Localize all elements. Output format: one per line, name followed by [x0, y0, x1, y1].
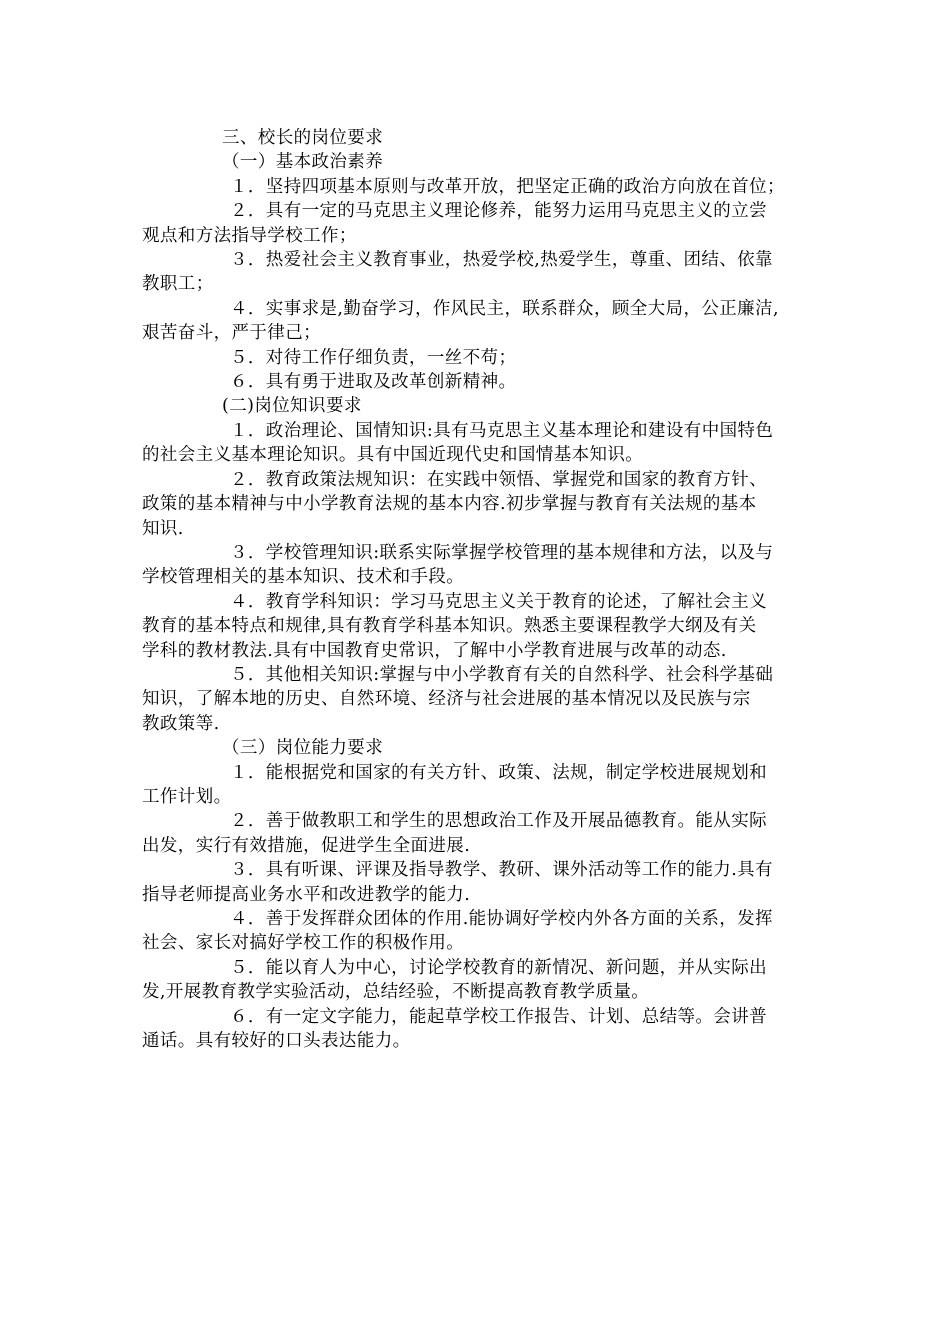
list-item-first-line: ３．具有听课、评课及指导教学、教研、课外活动等工作的能力.具有	[230, 860, 773, 881]
list-item-first-line: １．坚持四项基本原则与改革开放，把坚定正确的政治方向放在首位；	[230, 176, 785, 197]
subsection-title: （三）岗位能力要求	[222, 738, 384, 759]
list-item	[142, 761, 814, 810]
list-item-first-line: ４．实事求是,勤奋学习，作风民主，联系群众，顾全大局，公正廉洁,	[230, 298, 779, 319]
section-heading: 三、校长的岗位要求	[222, 128, 384, 148]
list-item	[142, 370, 814, 394]
list-item-continuation-line: 社会、家长对搞好学校工作的积极作用。	[142, 933, 465, 954]
list-item-first-line: ３．学校管理知识:联系实际掌握学校管理的基本规律和方法，以及与	[230, 542, 774, 563]
sections-container	[142, 150, 814, 1053]
list-item-continuation-line: 教职工；	[142, 274, 214, 295]
list-item-first-line: ５．其他相关知识:掌握与中小学教育有关的自然科学、社会科学基础	[230, 664, 774, 685]
list-item-continuation-line: 政策的基本精神与中小学教育法规的基本内容.初步掌握与教育有关法规的基本	[142, 494, 757, 515]
list-item	[142, 419, 814, 468]
list-item-continuation-line: 工作计划。	[142, 786, 232, 807]
list-item-first-line: ５．能以育人为中心，讨论学校教育的新情况、新问题，并从实际出	[230, 957, 767, 978]
list-item-continuation-line: 出发，实行有效措施，促进学生全面进展.	[142, 835, 471, 856]
list-item	[142, 468, 814, 541]
list-item-first-line: ５．对待工作仔细负责，一丝不苟；	[230, 347, 517, 368]
list-item	[142, 248, 814, 297]
list-item-first-line: ２．具有一定的马克思主义理论修养，能努力运用马克思主义的立尝	[230, 201, 767, 222]
list-item	[142, 1005, 814, 1054]
list-item-first-line: ４．教育学科知识：学习马克思主义关于教育的论述，了解社会主义	[230, 591, 767, 612]
list-item-first-line: ６．具有勇于进取及改革创新精神。	[230, 372, 517, 393]
list-item	[142, 956, 814, 1005]
list-item-continuation-line: 教政策等.	[142, 713, 220, 734]
list-item	[142, 907, 814, 956]
list-item-continuation-line: 通话。具有较好的口头表达能力。	[142, 1031, 411, 1052]
list-item-first-line: １．能根据党和国家的有关方针、政策、法规，制定学校进展规划和	[230, 762, 767, 783]
list-item-continuation-line: 的社会主义基本理论知识。具有中国近现代史和国情基本知识。	[142, 445, 644, 466]
list-item-continuation-line: 艰苦奋斗，严于律己；	[142, 323, 321, 344]
document-body	[142, 126, 814, 1053]
list-item	[142, 297, 814, 346]
list-item-continuation-line: 学校管理相关的基本知识、技术和手段。	[142, 567, 465, 588]
list-item-continuation-line: 观点和方法指导学校工作；	[142, 225, 357, 246]
list-item	[142, 541, 814, 590]
list-item	[142, 809, 814, 858]
list-item-continuation-line: 学科的教材教法.具有中国教育史常识，了解中小学教育进展与改革的动态.	[142, 640, 727, 661]
list-item-first-line: ４．善于发挥群众团体的作用.能协调好学校内外各方面的关系，发挥	[230, 909, 773, 929]
list-item-first-line: １．政治理论、国情知识:具有马克思主义基本理论和建设有中国特色	[230, 420, 774, 441]
list-item	[142, 175, 814, 199]
list-item-first-line: ６．有一定文字能力，能起草学校工作报告、计划、总结等。会讲普	[230, 1006, 767, 1027]
list-item-continuation-line: 知识，了解本地的历史、自然环境、经济与社会进展的基本情况以及民族与宗	[142, 689, 751, 710]
list-item-continuation-line: 知识.	[142, 518, 184, 539]
list-item-first-line: ２．善于做教职工和学生的思想政治工作及开展品德教育。能从实际	[230, 811, 767, 832]
list-item-first-line: ３．热爱社会主义教育事业，热爱学校,热爱学生，尊重、团结、依靠	[230, 250, 773, 271]
list-item-continuation-line: 发,开展教育教学实验活动，总结经验，不断提高教育教学质量。	[142, 982, 650, 1003]
list-item	[142, 858, 814, 907]
list-item-continuation-line: 指导老师提高业务水平和改进教学的能力.	[142, 884, 471, 905]
list-item	[142, 346, 814, 370]
list-item-first-line: ２．教育政策法规知识：在实践中领悟、掌握党和国家的教育方针、	[230, 469, 767, 490]
subsection-title: (二)岗位知识要求	[222, 396, 362, 417]
list-item	[142, 199, 814, 248]
list-item	[142, 663, 814, 736]
list-item	[142, 590, 814, 663]
subsection-title: （一）基本政治素养	[222, 152, 384, 173]
list-item-continuation-line: 教育的基本特点和规律,具有教育学科基本知识。熟悉主要课程教学大纲及有关	[142, 616, 757, 637]
